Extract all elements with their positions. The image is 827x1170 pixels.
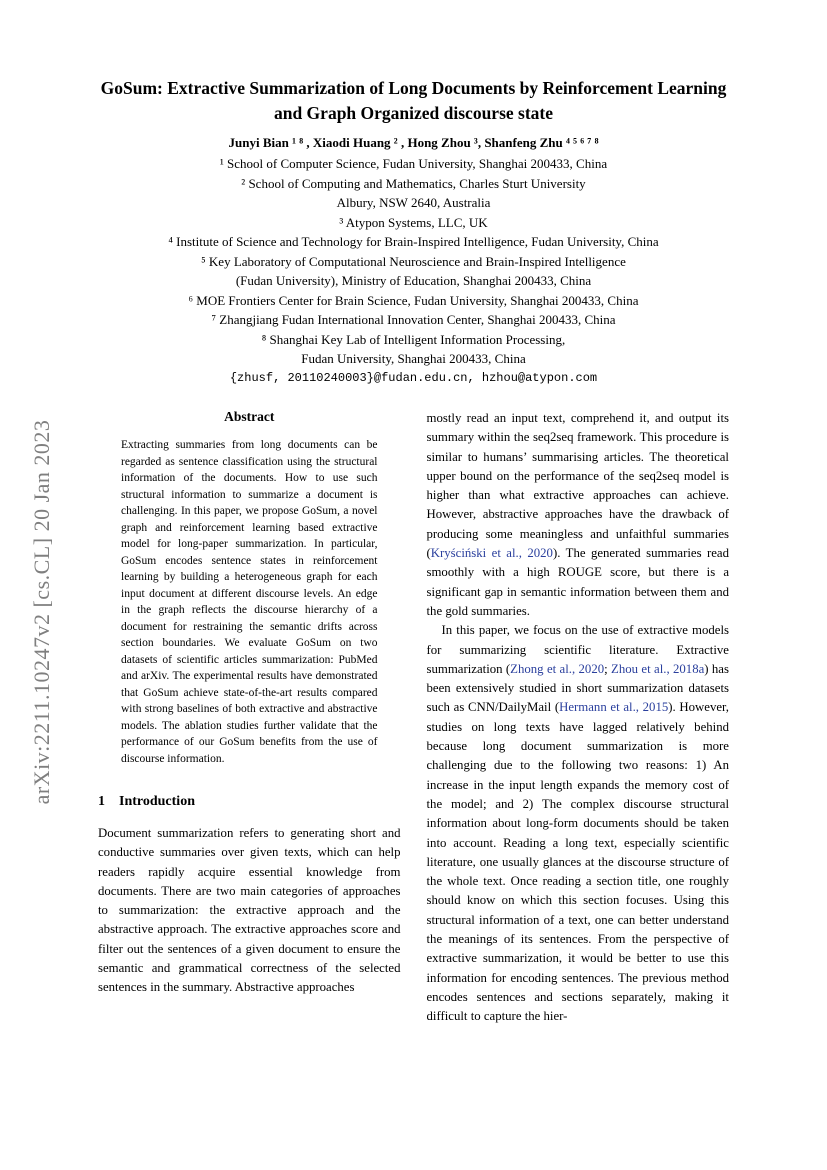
intro-paragraph-1: Document summarization refers to generating short and conductive summaries over given texts, which can help readers rapidly acquire essential knowledge from documents. There are two main categories of approaches to summarization: the extractive approach and the abstractive approach. The extractive approaches score and filter out the sentences of a given document to ensure the semantic and grammatical correctness of the selected sentences in the summary. Abstractive approaches [98,826,401,995]
paragraph-text: ). The generated summaries read smoothly with a high ROUGE score, but there is a significant gap in semantic information between them and the gold summaries. [426,546,729,618]
abstract-text: Extracting summaries from long documents can be regarded as sentence classification using the structural information of the documents. How to use such structural information to summarize a document is challenging. In this paper, we propose GoSum, a novel graph and reinforcement learning based extractive model for long-paper summarization. In particular, GoSum encodes sentence states in reinforcement learning by building a heterogeneous graph for each input document at different discourse levels. An edge in the graph reflects the discourse hierarchy of a document for restraining the semantic drifts across section boundaries. We evaluate GoSum on two datasets of scientific articles summarization: PubMed and arXiv. The experimental results have demonstrated that GoSum achieve state-of-the-art results compared with strong baselines of both extractive and abstractive models. The ablation studies further validate that the performance of our GoSum benefits from the use of discourse information. [121,439,378,765]
two-column-body [0,409,827,1027]
affiliation-line: ⁸ Shanghai Key Lab of Intelligent Information Processing, [261,331,566,347]
arxiv-watermark: arXiv:2211.10247v2 [cs.CL] 20 Jan 2023 [29,419,54,805]
left-column [98,409,401,1027]
affiliation-line: ⁷ Zhangjiang Fudan International Innovation Center, Shanghai 200433, China [211,312,616,327]
affiliation-line: (Fudan University), Ministry of Education, Shanghai 200433, China [235,273,592,288]
abstract-heading: Abstract [224,409,275,424]
affiliation-block [91,154,736,369]
paragraph-text: mostly read an input text, comprehend it, and output its summary within the seq2seq framework. This procedure is similar to humans’ summarising articles. The theoretical upper bound on the performance of the seq2seq model is higher than what extractive approaches can achieve. However, abstractive approaches have the drawback of producing some meaningless and unfaithful summaries ( [426,411,729,561]
section-number: 1 [98,794,105,809]
section-heading-introduction [98,794,401,810]
affiliation-line: ⁶ MOE Frontiers Center for Brain Science, Fudan University, Shanghai 200433, China [188,292,639,308]
right-column [427,409,730,1027]
paragraph-text: In this paper, we focus on the use of extractive models for summarizing scientific literature. Extractive summarization ( [426,623,729,676]
paragraph-text: ). However, studies on long texts have lagged relatively behind because long document summarization is more challenging due to the following two reasons: 1) An increase in the input length expands the memory cost of the model; and 2) The complex discourse structural information about long-form documents should be taken into account. Reading a long text, especially scientific literature, one usually glances at the discourse structure of the whole text. Once reading a section title, one roughly should know on which this section focuses. Using this structural information of a text, one can better understand the meanings of its sentences. From the perspective of extractive summarization, it would be better to use this information for encoding sentences. The previous method encodes sentences and sections separately, making it difficult to capture the hier- [426,700,729,1024]
paper-header [91,0,736,388]
paragraph-text: ) has been extensively studied in short summarization datasets such as CNN/DailyMail ( [426,661,729,715]
affiliation-line: ¹ School of Computer Science, Fudan University, Shanghai 200433, China [219,156,608,171]
citation-link[interactable]: Zhou et al., 2018a [611,661,705,676]
author-line: Junyi Bian ¹ ⁸ , Xiaodi Huang ² , Hong Zhou ³, Shanfeng Zhu ⁴ ⁵ ⁶ ⁷ ⁸ [228,135,599,150]
citation-link[interactable]: Hermann et al., 2015 [559,700,669,715]
affiliation-line: ² School of Computing and Mathematics, Charles Sturt University [241,175,586,191]
section-title: Introduction [119,794,195,809]
citation-link[interactable]: Kryściński et al., 2020 [430,546,553,561]
affiliation-line: ⁴ Institute of Science and Technology for Brain-Inspired Intelligence, Fudan University, China [168,234,659,249]
intro-paragraph-3 [427,621,730,1026]
email-line: {zhusf, 20110240003}@fudan.edu.cn, hzhou@atypon.com [229,370,598,385]
affiliation-line: ⁵ Key Laboratory of Computational Neuroscience and Brain-Inspired Intelligence [201,253,626,269]
affiliation-line: Albury, NSW 2640, Australia [336,195,491,210]
intro-paragraph-2 [427,409,730,621]
paragraph-text: ; [604,661,612,676]
affiliation-line: Fudan University, Shanghai 200433, China [301,351,526,366]
citation-link[interactable]: Zhong et al., 2020 [510,661,605,676]
paper-title: GoSum: Extractive Summarization of Long Documents by Reinforcement Learning and Graph Organized discourse state [100,78,727,123]
affiliation-line: ³ Atypon Systems, LLC, UK [339,214,488,230]
